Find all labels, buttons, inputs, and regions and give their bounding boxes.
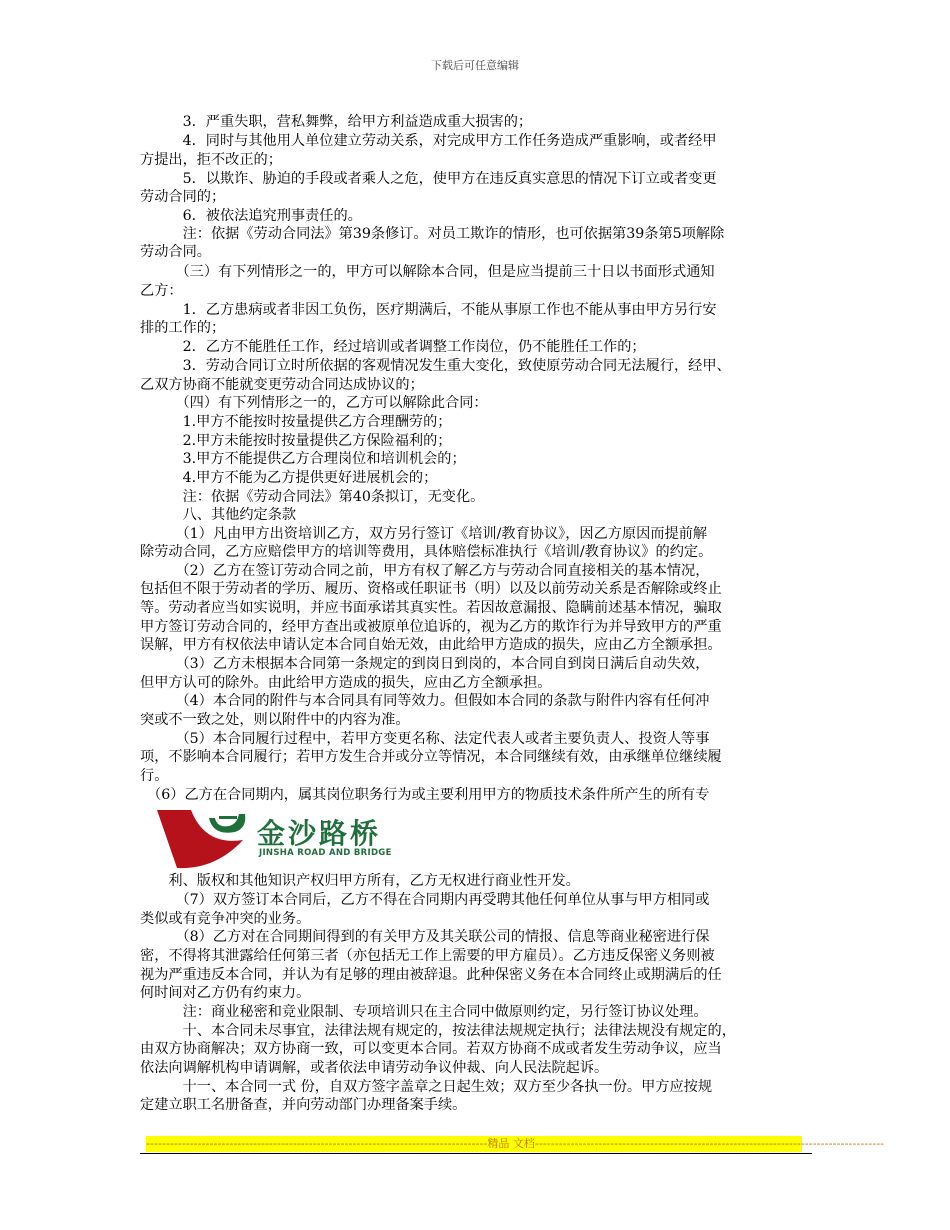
text-line: 注：商业秘密和竞业限制、专项培训只在主合同中做原则约定，另行签订协议处理。 — [140, 1004, 708, 1020]
text-line: 5．以欺诈、胁迫的手段或者乘人之危，使甲方在违反真实意思的情况下订立或者变更 — [140, 171, 717, 187]
text-line: 行。 — [140, 768, 169, 784]
text-line: 类似或有竞争冲突的业务。 — [140, 911, 311, 927]
text-line: 1.甲方不能按时按量提供乙方合理酬劳的； — [140, 414, 452, 430]
text-line: 误解，甲方有权依法申请认定本合同自始无效，由此给甲方造成的损失，应由乙方全额承担。 — [140, 637, 722, 653]
text-line: 甲方签订劳动合同的，经甲方查出或被原单位追诉的，视为乙方的欺诈行为并导致甲方的严重 — [140, 619, 722, 635]
text-line: 注：依据《劳动合同法》第40条拟订，无变化。 — [140, 489, 485, 505]
text-line: （2）乙方在签订劳动合同之前，甲方有权了解乙方与劳动合同直接相关的基本情况， — [140, 563, 710, 579]
text-line: 视为严重违反本合同，并认为有足够的理由被辞退。此种保密义务在本合同终止或期满后的任 — [140, 967, 722, 983]
text-line: 十一、本合同一式 份，自双方签字盖章之日起生效；双方至少各执一份。甲方应按规 — [140, 1079, 713, 1095]
text-line: （6）乙方在合同期内，属其岗位职务行为或主要利用甲方的物质技术条件所产生的所有专 — [140, 787, 710, 803]
text-line: 乙双方协商不能就变更劳动合同达成协议的； — [140, 377, 424, 393]
text-line: 项，不影响本合同履行；若甲方发生合并或分立等情况，本合同继续有效，由承继单位继续履 — [140, 749, 722, 765]
text-line: 3.甲方不能提供乙方合理岗位和培训机会的； — [140, 451, 466, 467]
text-line: 乙方： — [140, 283, 183, 299]
text-line: （4）本合同的附件与本合同具有同等效力。但假如本合同的条款与附件内容有任何冲 — [140, 693, 710, 709]
text-line: 4.甲方不能为乙方提供更好进展机会的； — [140, 470, 438, 486]
text-line: 3．严重失职，营私舞弊，给甲方利益造成重大损害的； — [140, 114, 533, 130]
text-line: 排的工作的； — [140, 320, 226, 336]
text-line: （四）有下列情形之一的，乙方可以解除此合同： — [140, 395, 488, 411]
text-line: 依法向调解机构申请调解，或者依法申请劳动争议仲裁、向人民法院起诉。 — [140, 1060, 609, 1076]
text-line: （3）乙方未根据本合同第一条规定的到岗日到岗的，本合同自到岗日满后自动失效， — [140, 656, 710, 672]
text-line: （5）本合同履行过程中，若甲方变更名称、法定代表人或者主要负责人、投资人等事 — [140, 731, 710, 747]
text-line: （7）双方签订本合同后，乙方不得在合同期内再受聘其他任何单位从事与甲方相同或 — [140, 892, 710, 908]
text-line: 注：依据《劳动合同法》第39条修订。对员工欺诈的情形，也可依据第39条第5项解除 — [140, 226, 725, 242]
text-line: 方提出，拒不改正的； — [140, 152, 282, 168]
text-line: 突或不一致之处，则以附件中的内容为准。 — [140, 712, 410, 728]
logo-english-text: JINSHA ROAD AND BRIDGE — [259, 848, 392, 858]
logo-chinese-text: 金沙路桥 — [257, 817, 382, 850]
text-line: 3．劳动合同订立时所依据的客观情况发生重大变化，致使原劳动合同无法履行，经甲、 — [140, 358, 731, 374]
text-line: 2．乙方不能胜任工作，经过培训或者调整工作岗位，仍不能胜任工作的； — [140, 339, 646, 355]
text-line: （8）乙方对在合同期间得到的有关甲方及其关联公司的情报、信息等商业秘密进行保 — [140, 929, 710, 945]
page-header: 下载后可任意编辑 — [431, 59, 519, 72]
text-line: 2.甲方未能按时按量提供乙方保险福利的； — [140, 433, 452, 449]
text-line: 但甲方认可的除外。由此给甲方造成的损失，应由乙方全额承担。 — [140, 675, 552, 691]
text-line: 包括但不限于劳动者的学历、履历、资格或任职证书（明）以及以前劳动关系是否解除或终止 — [140, 581, 722, 597]
text-line: 等。劳动者应当如实说明，并应书面承诺其真实性。若因故意漏报、隐瞒前述基本情况，骗取 — [140, 600, 722, 616]
text-line: 劳动合同的； — [140, 189, 226, 205]
text-line: 十、本合同未尽事宜，法律法规有规定的，按法律法规规定执行；法律法规没有规定的， — [140, 1023, 736, 1039]
text-line: 定建立职工名册备查，并向劳动部门办理备案手续。 — [140, 1097, 467, 1113]
footer-divider — [140, 1153, 812, 1154]
logo-mark-icon — [157, 806, 253, 872]
text-line: 利、版权和其他知识产权归甲方所有，乙方无权进行商业性开发。 — [140, 873, 580, 889]
text-line: 除劳动合同，乙方应赔偿甲方的培训等费用，具体赔偿标准执行《培训/教育协议》的约定。 — [140, 544, 713, 560]
text-line: 4．同时与其他用人单位建立劳动关系，对完成甲方工作任务造成严重影响，或者经甲 — [140, 133, 717, 149]
text-line: 密，不得将其泄露给任何第三者（亦包括无工作上需要的甲方雇员）。乙方违反保密义务则被 — [140, 948, 715, 964]
text-line: 劳动合同。 — [140, 244, 211, 260]
company-logo — [157, 806, 397, 872]
text-line: 何时间对乙方仍有约束力。 — [140, 985, 311, 1001]
text-line: 6．被依法追究刑事责任的。 — [140, 208, 362, 224]
text-line: 八、其他约定条款 — [140, 507, 297, 523]
text-line: 由双方协商解决；双方协商一致，可以变更本合同。若双方协商不成或者发生劳动争议，应当 — [140, 1041, 722, 1057]
footer-banner: --------------------------------------------------------------------------------------精品 文档---------------------------------------------------------------------------------------- — [146, 1137, 885, 1150]
text-line: （三）有下列情形之一的，甲方可以解除本合同，但是应当提前三十日以书面形式通知 — [140, 264, 715, 280]
text-line: （1）凡由甲方出资培训乙方，双方另行签订《培训/教育协议》，因乙方原因而提前解 — [140, 526, 708, 542]
text-line: 1．乙方患病或者非因工负伤，医疗期满后，不能从事原工作也不能从事由甲方另行安 — [140, 302, 717, 318]
